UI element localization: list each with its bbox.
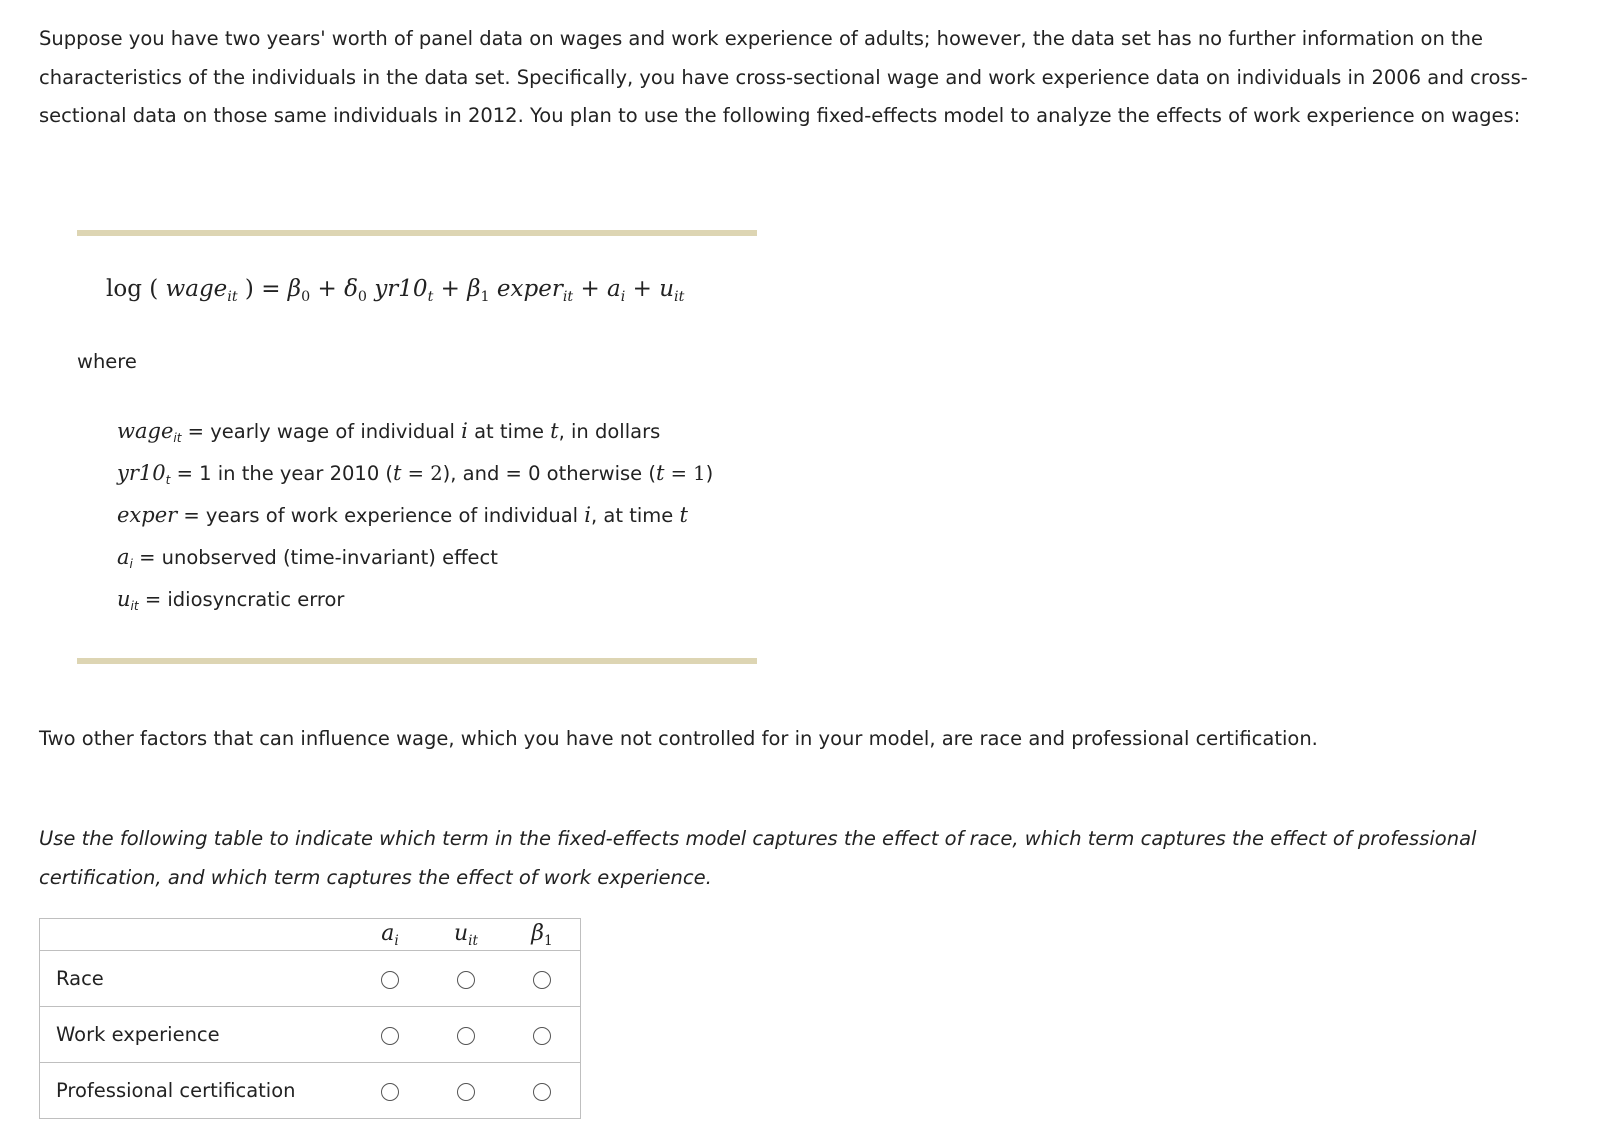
column-header-beta-1: $\beta_1$ <box>504 919 581 951</box>
radio-professional-certification-u-it[interactable] <box>457 1083 475 1101</box>
table-row-race <box>40 951 581 1007</box>
radio-race-beta-1[interactable] <box>533 971 551 989</box>
factors-paragraph: Two other factors that can influence wage, which you have not controlled for in your model, are race and professional certification. <box>39 727 1318 750</box>
column-header-a-i: $a_i$ <box>352 919 428 951</box>
radio-work-experience-a-i[interactable] <box>381 1027 399 1045</box>
definition-a: $a_i$ = unobserved (time-invariant) effect <box>117 545 498 572</box>
definition-yr10: $yr10_t = 1$ in the year 2010 (t = 2), and = 0 otherwise (t = 1) <box>117 461 714 488</box>
definitions-list <box>117 410 713 620</box>
column-header-u-it: $u_{it}$ <box>428 919 504 951</box>
row-label-professional-certification: Professional certification <box>40 1063 353 1119</box>
intro-paragraph: Suppose you have two years' worth of panel data on wages and work experience of adults; however, the data set has no further information on the characteristics of the individuals in the data set. Specifically, you have cross-sectional wage and work experience data on individuals in 2006 and cross-sectional data on those same individuals in 2012. You plan to use the following fixed-effects model to analyze the effects of work experience on wages: <box>39 27 1528 127</box>
answer-table <box>39 918 581 1119</box>
table-corner <box>40 919 353 951</box>
radio-work-experience-beta-1[interactable] <box>533 1027 551 1045</box>
radio-work-experience-u-it[interactable] <box>457 1027 475 1045</box>
row-label-race: Race <box>40 951 353 1007</box>
radio-race-u-it[interactable] <box>457 971 475 989</box>
table-header-row <box>40 919 581 951</box>
bottom-divider <box>77 658 757 664</box>
radio-race-a-i[interactable] <box>381 971 399 989</box>
row-label-work-experience: Work experience <box>40 1007 353 1063</box>
table-row-professional-certification <box>40 1063 581 1119</box>
model-equation: log ( wage$_{it}$ ) = $\beta_0 + \delta_0$ $yr10_t + \beta_1$ exper$_{it}$ + $a_i + u_{it}$ <box>106 276 685 305</box>
definition-wage: wage$_{it}$ = yearly wage of individual i at time t, in dollars <box>117 419 661 446</box>
definition-u: $u_{it}$ = idiosyncratic error <box>117 587 345 614</box>
table-row-work-experience <box>40 1007 581 1063</box>
radio-professional-certification-a-i[interactable] <box>381 1083 399 1101</box>
radio-professional-certification-beta-1[interactable] <box>533 1083 551 1101</box>
instructions-paragraph: Use the following table to indicate which term in the fixed-effects model captures the effect of race, which term captures the effect of professional certification, and which term captures the effect of work experience. <box>39 827 1477 889</box>
top-divider <box>77 230 757 236</box>
where-label: where <box>77 350 137 373</box>
definition-exper: exper = years of work experience of individual i, at time t <box>117 503 688 527</box>
